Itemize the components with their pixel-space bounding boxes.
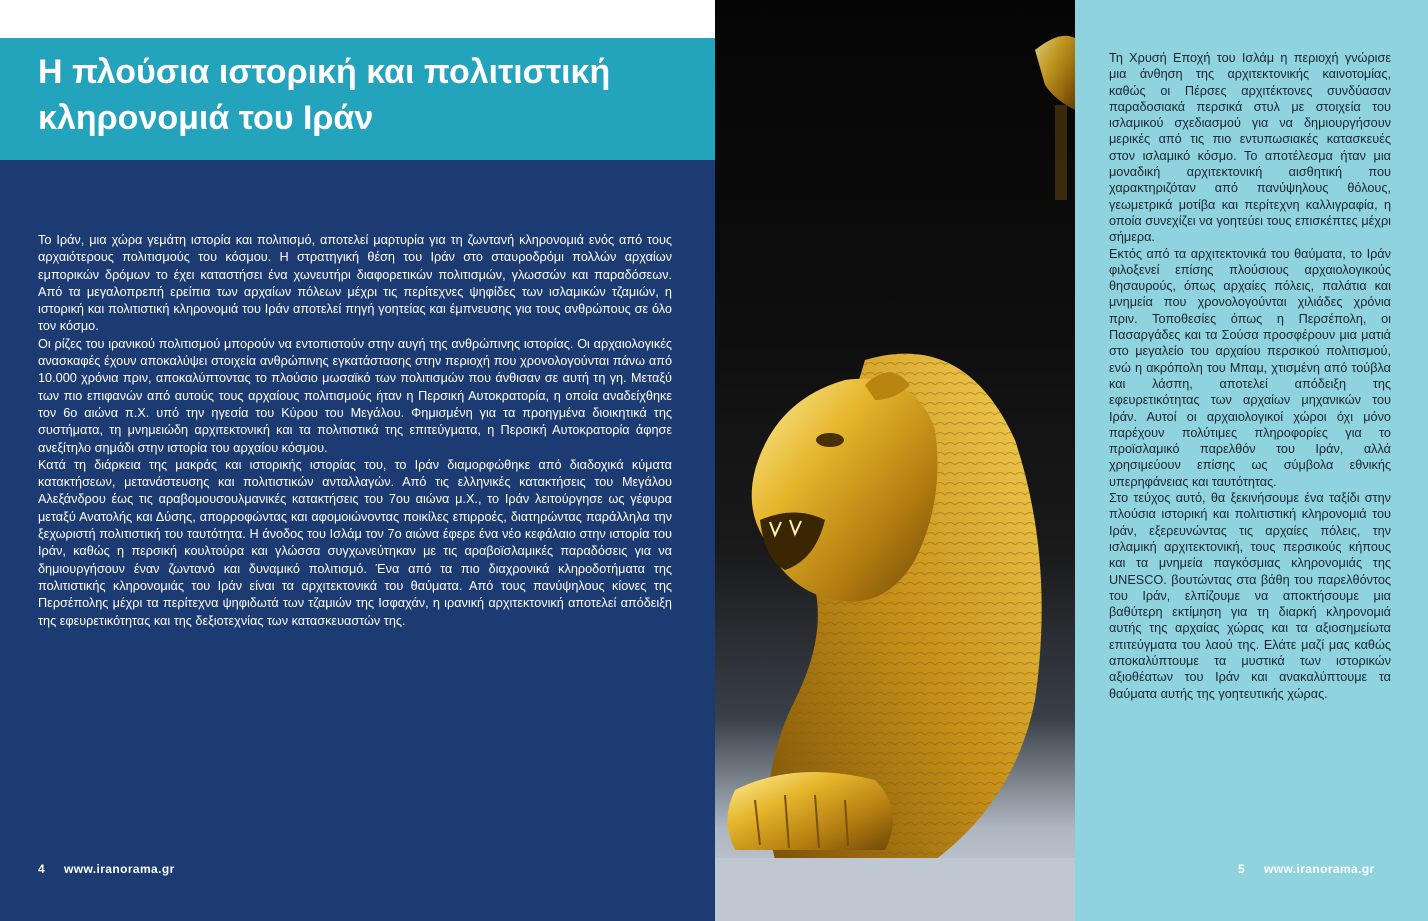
lion-illustration: [715, 0, 1075, 921]
right-paragraph: Στο τεύχος αυτό, θα ξεκινήσουμε ένα ταξίδι στην πλούσια ιστορική και πολιτιστική κληρονομιά του Ιράν, εξερευνώντας τις αρχαίες πόλεις, την ισλαμική αρχιτεκτονική, τους περσικούς κήπους και τα μνημεία παγκόσμιας κληρονομιάς της UNESCO. βουτώντας στα βάθη του παρελθόντος του Ιράν, ελπίζουμε να αποκτήσουμε μια βαθύτερη εκτίμηση για τη διαρκή κληρονομιά αυτής της αρχαίας χώρας και τα αξιοσημείωτα επιτεύγματα του λαού της. Ελάτε μαζί μας καθώς αποκαλύπτουμε τα μυστικά των ιστορικών αξιοθέατων του Ιράν και ανακαλύπτουμε τα θαύματα αυτής της γοητευτικής χώρας.: [1109, 491, 1391, 701]
rhyton-rim-shape: [1035, 36, 1075, 110]
left-paragraph: Το Ιράν, μια χώρα γεμάτη ιστορία και πολιτισμό, αποτελεί μαρτυρία για τη ζωντανή κληρονομιά ενός από τους αρχαιότερους πολιτισμούς του κόσμου. Η στρατηγική θέση του Ιράν στο σταυροδρόμι πολλών αρχαίων εμπορικών δρόμων το έχει καταστήσει ένα χωνευτήρι διαφορετικών πολιτισμών, γλωσσών και παραδόσεων. Από τα μεγαλοπρεπή ερείπια των αρχαίων πόλεων μέχρι τις περίτεχνες ψηφίδες των ισλαμικών τζαμιών, η ιστορική και πολιτιστική κληρονομιά του Ιράν αποτελεί πηγή γοητείας και έμπνευσης για τους ανθρώπους σε όλο τον κόσμο.: [38, 233, 672, 334]
display-base-shape: [715, 858, 1075, 921]
website-link[interactable]: www.iranorama.gr: [64, 862, 175, 876]
golden-lion-photo: [715, 0, 1075, 921]
right-paragraph: Τη Χρυσή Εποχή του Ισλάμ η περιοχή γνώρισε μια άνθηση της αρχιτεκτονικής καινοτομίας, καθώς οι Πέρσες αρχιτέκτονες συνδύασαν παραδοσιακά περσικά στυλ με στοιχεία του ισλαμικού σχεδιασμού για να δημιουργήσουν μερικές από τις πιο εντυπωσιακές κατασκευές στον ισλαμικό κόσμο. Το αποτέλεσμα ήταν μια μοναδική αρχιτεκτονική αισθητική που χαρακτηριζόταν από πανύψηλους θόλους, γεωμετρικά μοτίβα και περίτεχνη καλλιγραφία, η οποία συνεχίζει να γοητεύει τους επισκέπτες μέχρι σήμερα.: [1109, 51, 1391, 245]
left-paragraph: Κατά τη διάρκεια της μακράς και ιστορικής ιστορίας του, το Ιράν διαμορφώθηκε από διαδοχικά κύματα κατακτήσεων, μετανάστευσης και πολιτιστικών ανταλλαγών. Από τις ελληνικές κατακτήσεις του Μεγάλου Αλεξάνδρου έως τις αραβομουσουλμανικές κατακτήσεις του 7ου αιώνα μ.Χ., το Ιράν λειτούργησε ως γέφυρα μεταξύ Ανατολής και Δύσης, απορροφώντας και αφομοιώνοντας ποικίλες επιρροές, διατηρώντας παράλληλα την ξεχωριστή πολιτιστική του ταυτότητα. Η άνοδος του Ισλάμ τον 7ο αιώνα έφερε ένα νέο κεφάλαιο στην ιστορία του Ιράν, καθώς η περσική κουλτούρα και γλώσσα συγχωνεύτηκαν με τις αραβοϊσλαμικές παραδόσεις για να δημιουργήσουν έναν ζωντανό και δυναμικό πολιτισμό. Ένα από τα πιο διαχρονικά κληροδοτήματα της πολιτιστικής κληρονομιάς του Ιράν είναι τα αρχιτεκτονικά του θαύματα. Από τους πανύψηλους κίονες της Περσέπολης μέχρι τα περίτεχνα ψηφιδωτά των τζαμιών της Ισφαχάν, η ιρανική αρχιτεκτονική αποτελεί απόδειξη της εφευρετικότητας και της δεξιοτεχνίας των κατασκευαστών της.: [38, 457, 672, 628]
website-link[interactable]: www.iranorama.gr: [1264, 862, 1375, 876]
lion-paw-shape: [728, 772, 894, 850]
rhyton-stem-shape: [1055, 105, 1067, 200]
right-article-body: [1109, 50, 1391, 702]
top-margin-strip: [0, 0, 715, 38]
page-number: 5: [1238, 862, 1246, 876]
left-paragraph: Οι ρίζες του ιρανικού πολιτισμού μπορούν να εντοπιστούν στην αυγή της ανθρώπινης ιστορίας. Οι αρχαιολογικές ανασκαφές έχουν αποκαλύψει στοιχεία ανθρώπινης εγκατάστασης στην περιοχή που χρονολογούνται πάνω από 10.000 χρόνια πριν, αποκαλύπτοντας το πλούσιο μωσαϊκό των πολιτισμών που άνθισαν σε αυτή τη γη. Μεταξύ των πιο επιφανών από αυτούς τους αρχαίους πολιτισμούς ήταν η Περσική Αυτοκρατορία, η οποία αναδείχθηκε τον 6ο αιώνα π.Χ. υπό την ηγεσία του Κύρου του Μεγάλου. Φημισμένη για τα προηγμένα διοικητικά της συστήματα, τη μνημειώδη αρχιτεκτονική και τα πολιτιστικά της επιτεύγματα, η Περσική Αυτοκρατορία άφησε ανεξίτηλο σημάδι στην ιστορία του αρχαίου κόσμου.: [38, 336, 672, 455]
lion-eye-shape: [816, 433, 844, 447]
right-paragraph: Εκτός από τα αρχιτεκτονικά του θαύματα, το Ιράν φιλοξενεί επίσης πλούσιους αρχαιολογικούς θησαυρούς, όπως αρχαίες πόλεις, παλάτια και μνημεία που χρονολογούνται χιλιάδες χρόνια πριν. Τοποθεσίες όπως η Περσέπολη, οι Πασαργάδες και τα Σούσα προσφέρουν μια ματιά στο μεγαλείο του αρχαίου περσικού πολιτισμού, ενώ η ακρόπολη του Μπαμ, χτισμένη από τούβλα και λάσπη, αποτελεί απόδειξη της εφευρετικότητας των αρχαίων μηχανικών του Ιράν. Αυτοί οι αρχαιολογικοί χώροι όχι μόνο παρέχουν πολύτιμες πληροφορίες για το προϊσλαμικό παρελθόν του Ιράν, αλλά χρησιμεύουν επίσης ως σύμβολα εθνικής υπερηφάνειας και ταυτότητας.: [1109, 246, 1391, 489]
page-title: Η πλούσια ιστορική και πολιτιστική κληρονομιά του Ιράν: [38, 53, 611, 137]
right-footer: [1238, 862, 1375, 876]
page-number: 4: [38, 862, 46, 876]
lion-head-shape: [752, 379, 938, 602]
left-footer: [38, 862, 175, 876]
left-article-body: [38, 232, 672, 630]
